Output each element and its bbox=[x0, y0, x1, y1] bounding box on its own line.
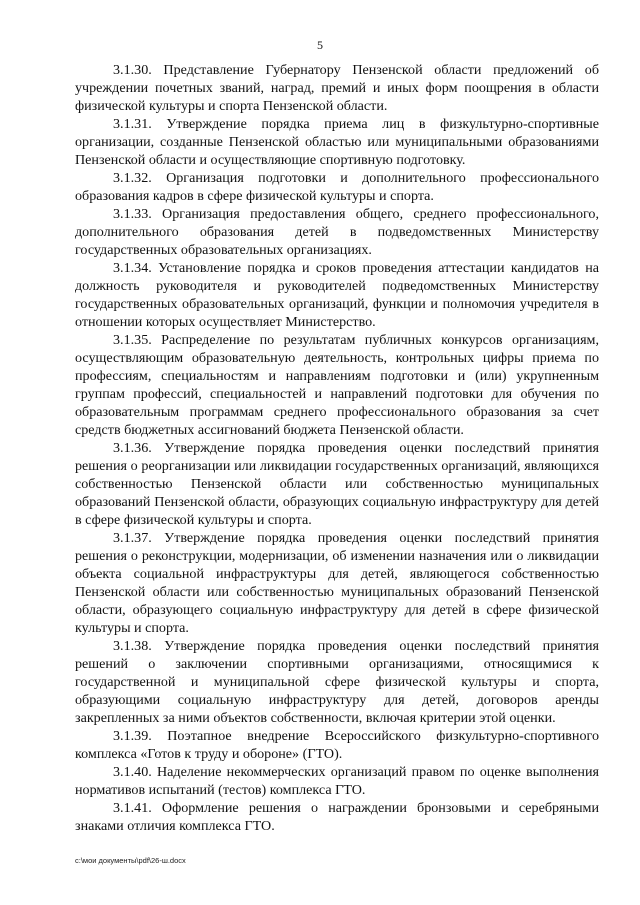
paragraph-3-1-37: 3.1.37. Утверждение порядка проведения оценки последствий принятия решения о реконструкции, модернизации, об изменении назначения или о ликвидации объекта социальной инфраструктуры для детей, являющегося собственностью Пензенской области или собственностью муниципальных образований Пензенской области, образующего социальную инфраструктуру для детей в сфере физической культуры и спорта. bbox=[75, 530, 599, 636]
paragraph-3-1-31: 3.1.31. Утверждение порядка приема лиц в физкультурно-спортивные организации, созданные Пензенской областью или муниципальными образованиями Пензенской области и осуществляющие спортивную подготовку. bbox=[75, 116, 599, 168]
footer-file-path: c:\мои документы\pdf\26-ш.docx bbox=[75, 856, 186, 865]
paragraph-3-1-39: 3.1.39. Поэтапное внедрение Всероссийского физкультурно-спортивного комплекса «Готов к труду и обороне» (ГТО). bbox=[75, 728, 599, 762]
paragraph-3-1-38: 3.1.38. Утверждение порядка проведения оценки последствий принятия решений о заключении спортивными организациями, относящимися к государственной и муниципальной сфере физической культуры и спорта, образующими социальную инфраструктуру для детей, договоров аренды закрепленных за ними объектов собственности, включая критерии этой оценки. bbox=[75, 638, 599, 726]
page-number: 5 bbox=[317, 38, 323, 52]
paragraph-3-1-30: 3.1.30. Представление Губернатору Пензенской области предложений об учреждении почетных званий, наград, премий и иных форм поощрения в области физической культуры и спорта Пензенской области. bbox=[75, 62, 599, 114]
paragraph-3-1-35: 3.1.35. Распределение по результатам публичных конкурсов организациям, осуществляющим образовательную деятельность, контрольных цифры приема по профессиям, специальностям и направлениям подготовки и (или) укрупненным группам профессий, специальностей и направлений подготовки для обучения по образовательным программам среднего профессионального образования за счет средств бюджетных ассигнований бюджета Пензенской области. bbox=[75, 332, 599, 438]
paragraph-3-1-36: 3.1.36. Утверждение порядка проведения оценки последствий принятия решения о реорганизации или ликвидации государственных организаций, являющихся собственностью Пензенской области или собственностью муниципальных образований Пензенской области, образующих социальную инфраструктуру для детей в сфере физической культуры и спорта. bbox=[75, 440, 599, 528]
paragraph-3-1-32: 3.1.32. Организация подготовки и дополнительного профессионального образования кадров в сфере физической культуры и спорта. bbox=[75, 170, 599, 204]
document-body bbox=[75, 61, 599, 835]
paragraph-3-1-34: 3.1.34. Установление порядка и сроков проведения аттестации кандидатов на должность руководителя и руководителей подведомственных Министерству государственных образовательных организаций, функции и полномочия учредителя в отношении которых осуществляет Министерство. bbox=[75, 260, 599, 330]
paragraph-3-1-40: 3.1.40. Наделение некоммерческих организаций правом по оценке выполнения нормативов испытаний (тестов) комплекса ГТО. bbox=[75, 764, 599, 798]
paragraph-3-1-41: 3.1.41. Оформление решения о награждении бронзовыми и серебряными знаками отличия комплекса ГТО. bbox=[75, 800, 599, 834]
paragraph-3-1-33: 3.1.33. Организация предоставления общего, среднего профессионального, дополнительного образования детей в подведомственных Министерству государственных образовательных организациях. bbox=[75, 206, 599, 258]
